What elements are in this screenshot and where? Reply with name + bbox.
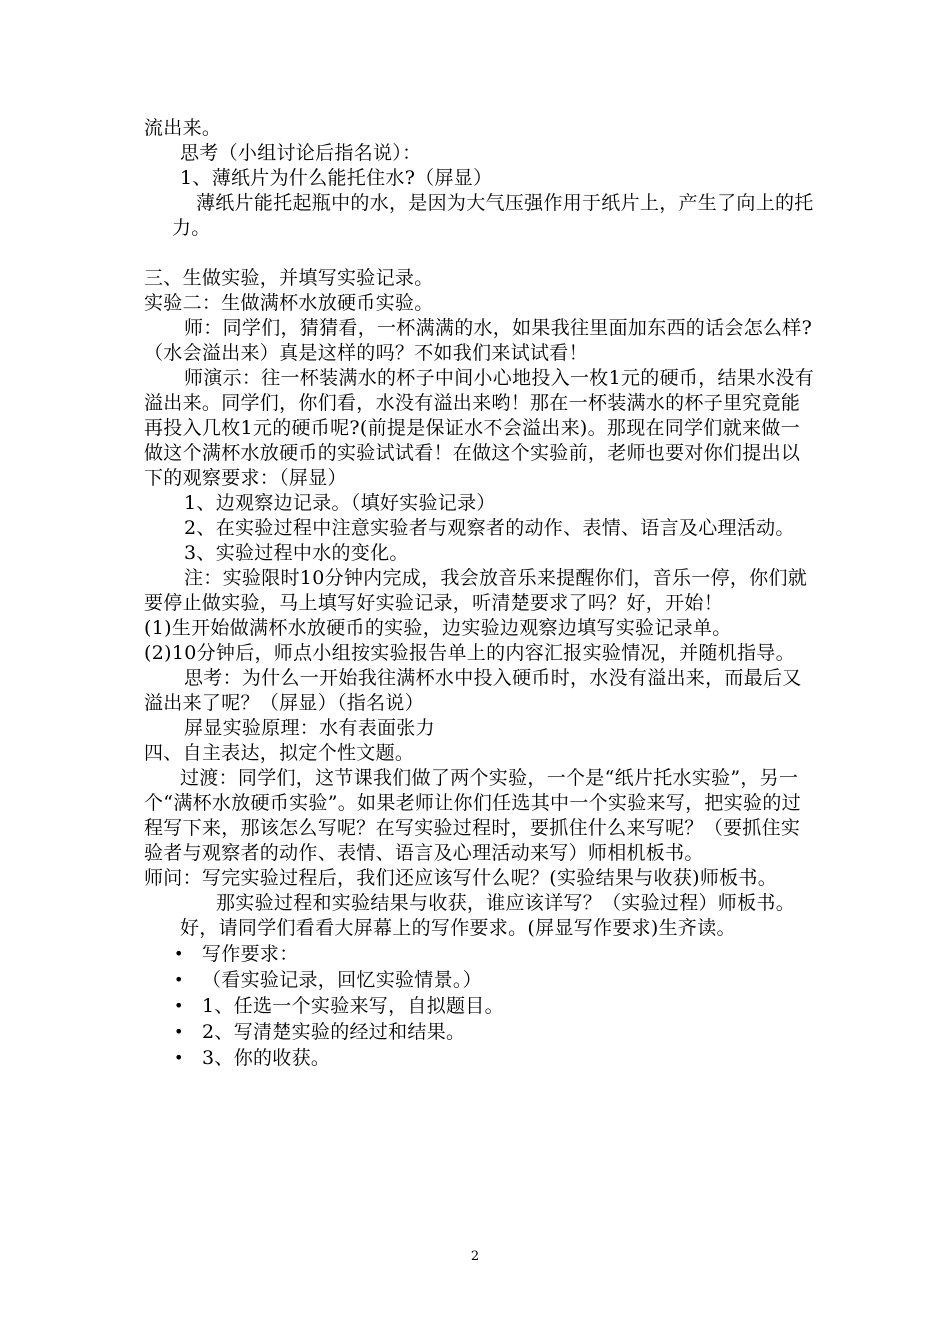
paragraph: 实验二：生做满杯水放硬币实验。 <box>144 292 434 314</box>
page-number: 2 <box>470 1249 480 1264</box>
paragraph: 那实验过程和实验结果与收获，谁应该详写？（实验过程）师板书。 <box>216 892 796 914</box>
bullet-icon: • <box>174 970 184 989</box>
list-item-text: 2、写清楚实验的经过和结果。 <box>202 1021 466 1043</box>
list-item-text: 1、任选一个实验来写，自拟题目。 <box>202 995 504 1017</box>
paragraph: 过渡：同学们，这节课我们做了两个实验，一个是“纸片托水实验”，另一个“满杯水放硬币实验”。如果老师让你们任选其中一个实验来写，把实验的过程写下来，那该怎么写呢？在写实验过程时，要抓住什么来写呢？（要抓住实验者与观察者的动作、表情、语言及心理活动来写）师相机板书。 <box>144 767 801 864</box>
paragraph: 2、在实验过程中注意实验者与观察者的动作、表情、语言及心理活动。 <box>184 517 795 539</box>
paragraph: 薄纸片能托起瓶中的水，是因为大气压强作用于纸片上，产生了向上的托力。 <box>172 192 814 239</box>
list-item-text: 3、你的收获。 <box>202 1047 331 1069</box>
bullet-icon: • <box>174 944 184 963</box>
paragraph: 1、边观察边记录。（填好实验记录） <box>184 492 496 514</box>
section-heading: 四、自主表达，拟定个性文题。 <box>144 742 415 764</box>
list-item <box>144 967 816 993</box>
bullet-icon: • <box>174 1048 184 1067</box>
blank-line <box>144 241 816 266</box>
page-body <box>144 116 816 1071</box>
list-item <box>144 993 816 1019</box>
bullet-icon: • <box>174 1022 184 1041</box>
paragraph: 3、实验过程中水的变化。 <box>184 542 409 564</box>
paragraph: 屏显实验原理：水有表面张力 <box>184 717 435 739</box>
paragraph: 好，请同学们看看大屏幕上的写作要求。(屏显写作要求)生齐读。 <box>180 917 736 939</box>
paragraph: 思考（小组讨论后指名说）： <box>180 142 422 164</box>
writing-requirements-list <box>144 941 816 1071</box>
bullet-icon: • <box>174 996 184 1015</box>
paragraph: 1、薄纸片为什么能托住水?（屏显） <box>180 167 493 189</box>
paragraph: 注：实验限时10分钟内完成，我会放音乐来提醒你们，音乐一停，你们就要停止做实验，马上填写好实验记录，听清楚要求了吗？好，开始！ <box>144 567 808 614</box>
section-heading: 三、生做实验，并填写实验记录。 <box>144 267 434 289</box>
paragraph: (2)10分钟后，师点小组按实验报告单上的内容汇报实验情况，并随机指导。 <box>144 642 795 664</box>
paragraph: 师问：写完实验过程后，我们还应该写什么呢？(实验结果与收获)师板书。 <box>144 867 778 889</box>
paragraph: 流出来。 <box>144 117 222 139</box>
paragraph: (1)生开始做满杯水放硬币的实验，边实验边观察边填写实验记录单。 <box>144 617 732 639</box>
list-item <box>144 1019 816 1045</box>
list-item <box>144 941 816 967</box>
paragraph: 师演示：往一杯装满水的杯子中间小心地投入一枚1元的硬币，结果水没有溢出来。同学们，你们看，水没有溢出来哟！那在一杯装满水的杯子里究竟能再投入几枚1元的硬币呢?(前提是保证水不会溢出来)。那现在同学们就来做一做这个满杯水放硬币的实验试试看！在做这个实验前，老师也要对你们提出以下的观察要求：（屏显） <box>144 367 814 489</box>
list-item-text: 写作要求： <box>202 943 299 965</box>
list-item <box>144 1045 816 1071</box>
paragraph: 思考：为什么一开始我往满杯水中投入硬币时，水没有溢出来，而最后又溢出来了呢？（屏显）（指名说） <box>144 667 802 714</box>
paragraph: 师：同学们，猜猜看，一杯满满的水，如果我往里面加东西的话会怎么样?（水会溢出来）真是这样的吗？不如我们来试试看！ <box>144 317 813 364</box>
list-item-text: （看实验记录，回忆实验情景。） <box>202 969 483 991</box>
